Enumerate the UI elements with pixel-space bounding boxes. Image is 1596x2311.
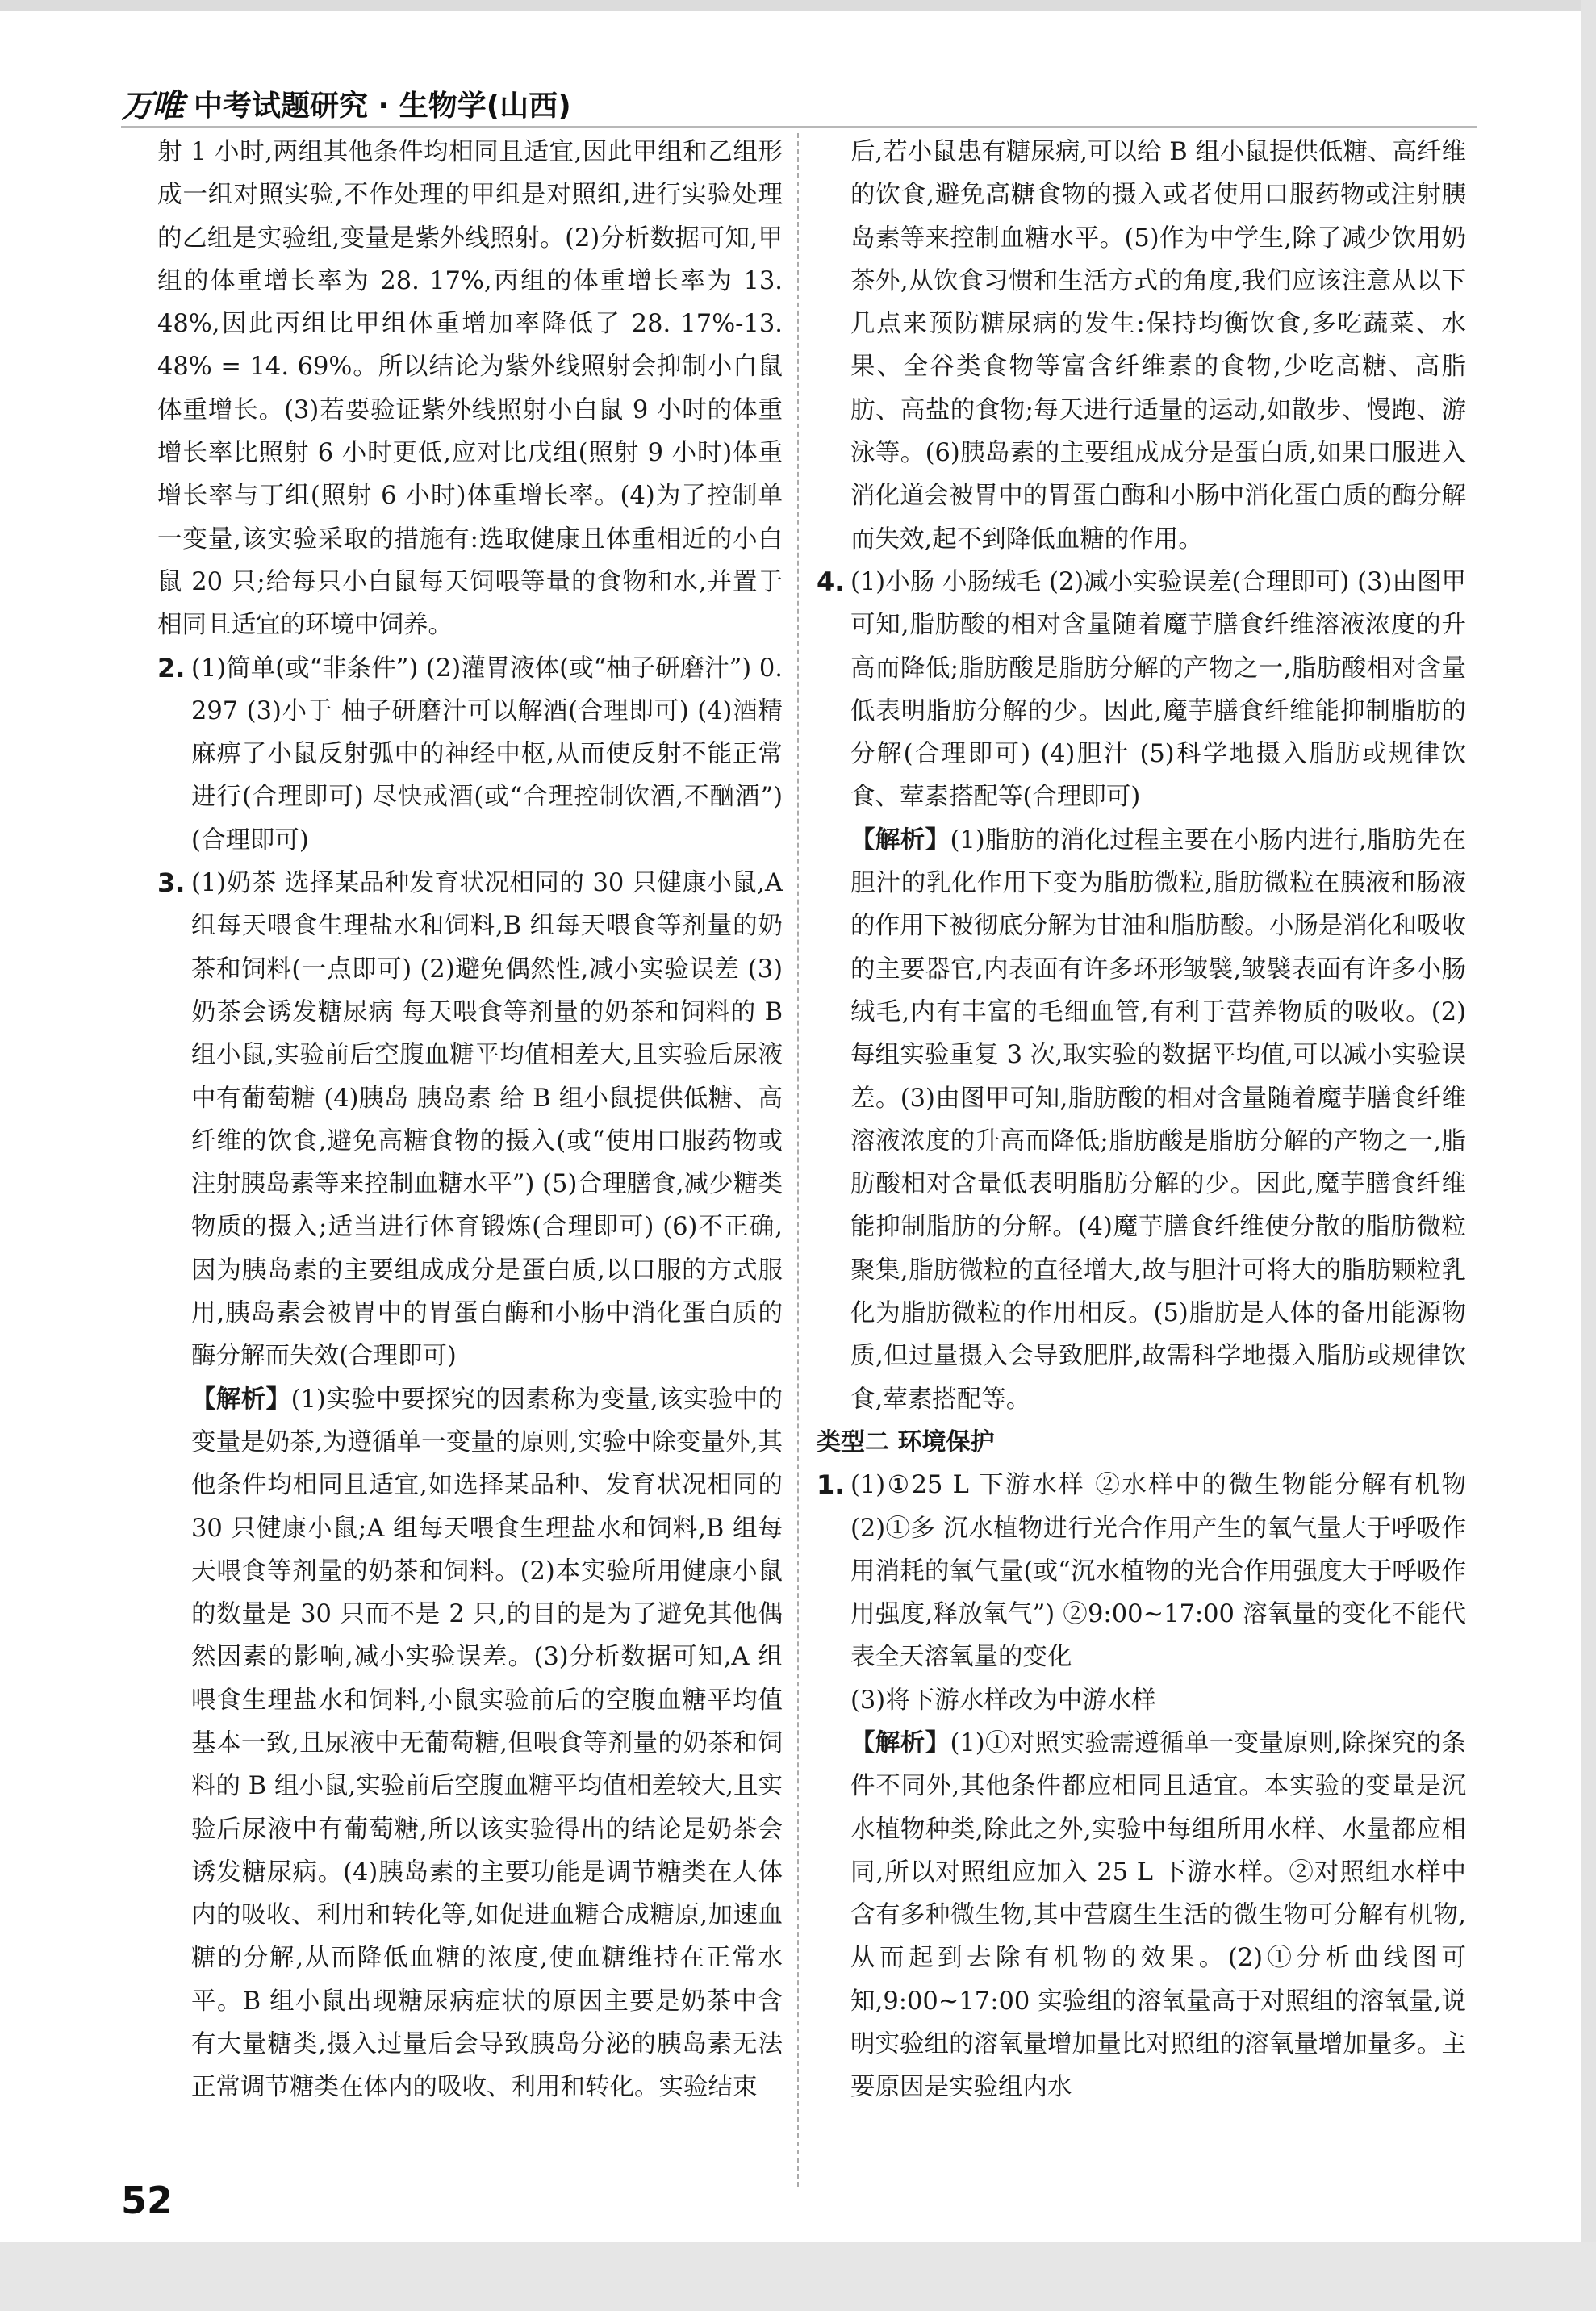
question-number: 4. xyxy=(817,566,845,597)
header-rule xyxy=(121,126,1477,128)
brand-logo: 万唯 xyxy=(121,87,182,125)
left-column xyxy=(157,131,783,2109)
bottom-band xyxy=(0,2242,1596,2311)
section2-question-1-analysis xyxy=(817,1722,1466,2109)
analysis-label: 【解析】 xyxy=(191,1384,291,1414)
q3-analysis-continuation: 后,若小鼠患有糖尿病,可以给 B 组小鼠提供低糖、高纤维的饮食,避免高糖食物的摄入或者使用口服药物或注射胰岛素等来控制血糖水平。(5)作为中学生,除了减少饮用奶茶外,从饮食习惯和生活方式的角度,我们应该注意从以下几点来预防糖尿病的发生:保持均衡饮食,多吃蔬菜、水果、全谷类食物等富含纤维素的食物,少吃高糖、高脂肪、高盐的食物;每天进行适量的运动,如散步、慢跑、游泳等。(6)胰岛素的主要组成成分是蛋白质,如果口服进入消化道会被胃中的胃蛋白酶和小肠中消化蛋白质的酶分解而失效,起不到降低血糖的作用。 xyxy=(850,138,1466,554)
right-margin-band xyxy=(1581,0,1596,2311)
question-answer: (1)奶茶 选择某品种发育状况相同的 30 只健康小鼠,A 组每天喂食生理盐水和饲料,B 组每天喂食等剂量的奶茶和饲料(一点即可) (2)避免偶然性,减小实验误差 (3)奶茶会诱发糖尿病 每天喂食等剂量的奶茶和饲料的 B 组小鼠,实验前后空腹血糖平均值相差大,且实验后尿液中有葡萄糖 (4)胰岛 胰岛素 给 B 组小鼠提供低糖、高纤维的饮食,避免高糖食物的摄入(或“使用口服药物或注射胰岛素等来控制血糖水平”) (5)合理膳食,减少糖类物质的摄入;适当进行体育锻炼(合理即可) (6)不正确,因为胰岛素的主要组成成分是蛋白质,以口服的方式服用,胰岛素会被胃中的胃蛋白酶和小肠中消化蛋白质的酶分解而失效(合理即可) xyxy=(191,869,783,1371)
question-4-analysis xyxy=(817,819,1466,1421)
question-number: 3. xyxy=(157,867,186,899)
right-column xyxy=(817,131,1466,2109)
section-heading: 类型二 环境保护 xyxy=(817,1427,995,1456)
question-answer-part3: (3)将下游水样改为中游水样 xyxy=(850,1686,1156,1715)
question-answer: (1)①25 L 下游水样 ②水样中的微生物能分解有机物 (2)①多 沉水植物进行光合作用产生的氧气量大于呼吸作用消耗的氧气量(或“沉水植物的光合作用强度大于呼吸作用强度,释放氧气”) ②9:00~17:00 溶氧量的变化不能代表全天溶氧量的变化 xyxy=(850,1471,1466,1672)
question-4 xyxy=(817,561,1466,819)
q1-continuation: 射 1 小时,两组其他条件均相同且适宜,因此甲组和乙组形成一组对照实验,不作处理的甲组是对照组,进行实验处理的乙组是实验组,变量是紫外线照射。(2)分析数据可知,甲组的体重增长率为 28. 17%,丙组的体重增长率为 13. 48%,因此丙组比甲组体重增加率降低了 28. 17%-13. 48% = 14. 69%。所以结论为紫外线照射会抑制小白鼠体重增长。(3)若要验证紫外线照射小白鼠 9 小时的体重增长率比照射 6 小时更低,应对比戊组(照射 9 小时)体重增长率与丁组(照射 6 小时)体重增长率。(4)为了控制单一变量,该实验采取的措施有:选取健康且体重相近的小白鼠 20 只;给每只小白鼠每天饲喂等量的食物和水,并置于相同且适宜的环境中饲养。 xyxy=(157,138,783,640)
column-divider xyxy=(797,133,799,2187)
page-number: 52 xyxy=(121,2179,173,2222)
question-number: 2. xyxy=(157,652,186,683)
question-2 xyxy=(157,647,783,862)
section2-question-1 xyxy=(817,1464,1466,1678)
analysis-text: (1)①对照实验需遵循单一变量原则,除探究的条件不同外,其他条件都应相同且适宜。本实验的变量是沉水植物种类,除此之外,实验中每组所用水样、水量都应相同,所以对照组应加入 25 L 下游水样。②对照组水样中含有多种微生物,其中营腐生生活的微生物可分解有机物,从而起到去除有机物的效果。(2)①分析曲线图可知,9:00~17:00 实验组的溶氧量高于对照组的溶氧量,说明实验组的溶氧量增加量比对照组的溶氧量增加量多。主要原因是实验组内水 xyxy=(850,1728,1466,2102)
analysis-label: 【解析】 xyxy=(850,825,950,855)
page-header xyxy=(121,84,571,123)
analysis-text: (1)脂肪的消化过程主要在小肠内进行,脂肪先在胆汁的乳化作用下变为脂肪微粒,脂肪微粒在胰液和肠液的作用下被彻底分解为甘油和脂肪酸。小肠是消化和吸收的主要器官,内表面有许多环形皱襞,皱襞表面有许多小肠绒毛,内有丰富的毛细血管,有利于营养物质的吸收。(2)每组实验重复 3 次,取实验的数据平均值,可以减小实验误差。(3)由图甲可知,脂肪酸的相对含量随着魔芋膳食纤维溶液浓度的升高而降低;脂肪酸是脂肪分解的产物之一,脂肪酸相对含量低表明脂肪分解的少。因此,魔芋膳食纤维能抑制脂肪的分解。(4)魔芋膳食纤维使分散的脂肪微粒聚集,脂肪微粒的直径增大,故与胆汁可将大的脂肪颗粒乳化为脂肪微粒的作用相反。(5)脂肪是人体的备用能源物质,但过量摄入会导致肥胖,故需科学地摄入脂肪或规律饮食,荤素搭配等。 xyxy=(850,825,1466,1414)
analysis-text: (1)实验中要探究的因素称为变量,该实验中的变量是奶茶,为遵循单一变量的原则,实验中除变量外,其他条件均相同且适宜,如选择某品种、发育状况相同的 30 只健康小鼠;A 组每天喂食生理盐水和饲料,B 组每天喂食等剂量的奶茶和饲料。(2)本实验所用健康小鼠的数量是 30 只而不是 2 只,的目的是为了避免其他偶然因素的影响,减小实验误差。(3)分析数据可知,A 组喂食生理盐水和饲料,小鼠实验前后的空腹血糖平均值基本一致,且尿液中无葡萄糖,但喂食等剂量的奶茶和饲料的 B 组小鼠,实验前后空腹血糖平均值相差较大,且实验后尿液中有葡萄糖,所以该实验得出的结论是奶茶会诱发糖尿病。(4)胰岛素的主要功能是调节糖类在人体内的吸收、利用和转化等,如促进血糖合成糖原,加速血糖的分解,从而降低血糖的浓度,使血糖维持在正常水平。B 组小鼠出现糖尿病症状的原因主要是奶茶中含有大量糖类,摄入过量后会导致胰岛分泌的胰岛素无法正常调节糖类在体内的吸收、利用和转化。实验结束 xyxy=(191,1385,783,2102)
question-number: 1. xyxy=(817,1469,845,1501)
top-band xyxy=(0,0,1596,11)
question-answer: (1)简单(或“非条件”) (2)灌胃液体(或“柚子研磨汁”) 0. 297 (3)小于 柚子研磨汁可以解酒(合理即可) (4)酒精麻痹了小鼠反射弧中的神经中枢,从而使反射不能正常进行(合理即可) 尽快戒酒(或“合理控制饮酒,不酗酒”)(合理即可) xyxy=(191,654,783,855)
question-3-analysis xyxy=(157,1378,783,2109)
question-3 xyxy=(157,862,783,1378)
question-answer: (1)小肠 小肠绒毛 (2)减小实验误差(合理即可) (3)由图甲可知,脂肪酸的相对含量随着魔芋膳食纤维溶液浓度的升高而降低;脂肪酸是脂肪分解的产物之一,脂肪酸相对含量低表明脂肪分解的少。因此,魔芋膳食纤维能抑制脂肪的分解(合理即可) (4)胆汁 (5)科学地摄入脂肪或规律饮食、荤素搭配等(合理即可) xyxy=(850,567,1466,812)
book-title: 中考试题研究 · 生物学(山西) xyxy=(194,89,571,123)
analysis-label: 【解析】 xyxy=(850,1728,950,1757)
